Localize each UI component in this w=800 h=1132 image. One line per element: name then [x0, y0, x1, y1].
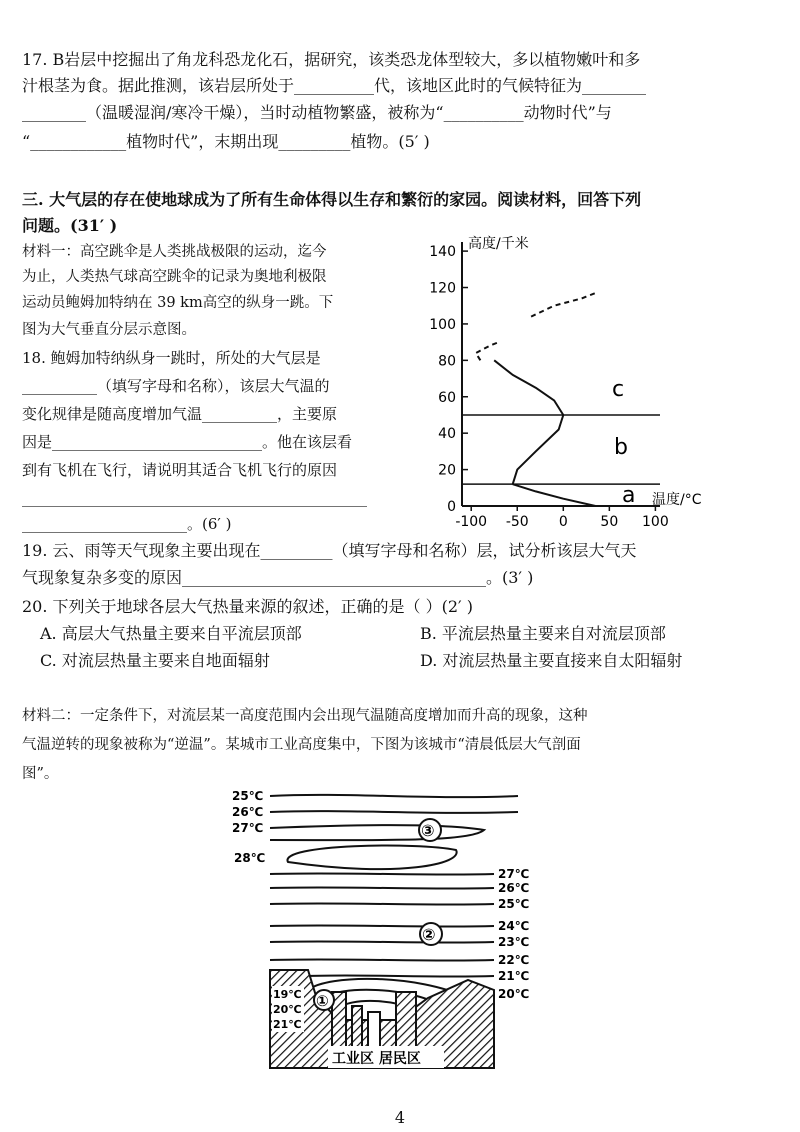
x-tick-label: 100	[642, 514, 669, 530]
isotherm-25-right	[270, 903, 494, 904]
layer-label-a: a	[622, 483, 636, 508]
temperature-curve-segment-1	[513, 415, 564, 484]
q20-option-d: D. 对流层热量主要直接来自太阳辐射	[420, 651, 683, 670]
right-label-21: 21℃	[498, 969, 530, 983]
marker-1: ①	[316, 992, 329, 1010]
atmosphere-vertical-chart	[420, 228, 710, 533]
y-tick-label: 20	[438, 462, 456, 479]
y-tick-label: 0	[447, 499, 456, 515]
isotherm-21	[308, 975, 494, 976]
right-label-26: 26℃	[498, 881, 530, 895]
temperature-curve-segment-2	[494, 360, 563, 415]
y-tick-label: 140	[429, 244, 456, 261]
q18-line-4: 因是____________________________。他在该层看	[22, 433, 353, 451]
isotherm-28-loop	[287, 846, 456, 870]
inversion-cross-section-figure	[228, 784, 548, 1074]
material2-line-2: 气温逆转的现象被称为“逆温”。某城市工业高度集中，下图为该城市“清晨低层大气剖面	[22, 737, 581, 753]
temperature-curve-segment-3	[476, 342, 499, 360]
building-3	[368, 1012, 380, 1048]
isotherm-24	[270, 925, 494, 926]
isotherm-25-left	[270, 795, 518, 797]
x-axis-label: 温度/°C	[652, 492, 702, 508]
right-label-24: 24℃	[498, 919, 530, 933]
right-label-23: 23℃	[498, 935, 530, 949]
isotherm-26-left	[270, 811, 518, 813]
q17-line-4: “____________植物时代”，末期出现_________植物。(5′ )	[22, 132, 430, 151]
y-tick-label: 100	[429, 316, 456, 333]
x-tick-label: -100	[455, 514, 488, 530]
right-label-22: 22℃	[498, 953, 530, 967]
isotherm-27-right	[270, 873, 494, 874]
isotherm-27-loop	[270, 825, 484, 840]
marker-2: ②	[422, 925, 436, 944]
q18-line-1: 18. 鲍姆加特纳纵身一跳时，所处的大气层是	[22, 349, 321, 367]
isotherm-23	[270, 941, 494, 942]
q18-line-2: __________（填写字母和名称），该层大气温的	[22, 377, 330, 395]
bottom-left-label-20: 20℃	[273, 1003, 302, 1016]
q20-option-a: A. 高层大气热量主要来自平流层顶部	[40, 624, 302, 643]
left-label-28: 28℃	[234, 851, 266, 865]
ground-label: 工业区 居民区	[332, 1051, 421, 1067]
marker-3: ③	[421, 821, 435, 840]
q17-line-3: ________（温暖湿润/寒冷干燥），当时动植物繁盛，被称为“__________动物时代”与	[22, 103, 612, 122]
q18-line-5: 到有飞机在飞行，请说明其适合飞机飞行的原因	[22, 461, 338, 479]
q18-line-3: 变化规律是随高度增加气温__________，主要原	[22, 405, 338, 423]
layer-label-b: b	[614, 435, 628, 460]
material1-line-2: 为止，人类热气球高空跳伞的记录为奥地利极限	[22, 269, 327, 285]
left-label-27: 27℃	[232, 821, 264, 835]
q20-option-c: C. 对流层热量主要来自地面辐射	[40, 651, 270, 670]
x-tick-label: -50	[505, 514, 529, 530]
material1-line-3: 运动员鲍姆加特纳在 39 km高空的纵身一跳。下	[22, 295, 334, 311]
bottom-left-label-19: 19℃	[273, 988, 302, 1001]
section3-heading-line-1: 三. 大气层的存在使地球成为了所有生命体得以生存和繁衍的家园。阅读材料，回答下列	[22, 190, 642, 209]
temperature-curve-segment-0	[513, 484, 596, 506]
left-label-25: 25℃	[232, 789, 264, 803]
right-label-20: 20℃	[498, 987, 530, 1001]
x-tick-label: 0	[558, 514, 568, 530]
isotherm-22	[270, 959, 494, 960]
material1-line-1: 材料一：高空跳伞是人类挑战极限的运动，迄今	[22, 244, 327, 260]
section3-heading-line-2: 问题。(31′ )	[22, 216, 118, 235]
q20-stem: 20. 下列关于地球各层大气热量来源的叙述，正确的是（ ）(2′ )	[22, 597, 474, 616]
y-tick-label: 60	[438, 389, 456, 406]
right-label-27: 27℃	[498, 867, 530, 881]
bottom-left-label-21: 21℃	[273, 1018, 302, 1031]
page-number: 4	[394, 1108, 406, 1127]
material2-line-1: 材料二：一定条件下，对流层某一高度范围内会出现气温随高度增加而升高的现象，这种	[22, 708, 588, 724]
y-tick-label: 80	[438, 353, 456, 370]
temperature-series	[476, 293, 596, 506]
right-label-25: 25℃	[498, 897, 530, 911]
material1-line-4: 图为大气垂直分层示意图。	[22, 322, 196, 338]
q19-line-2: 气现象复杂多变的原因______________________________________。(3′ )	[22, 568, 534, 587]
q19-line-1: 19. 云、雨等天气现象主要出现在_________（填写字母和名称）层，试分析该层大气天	[22, 541, 637, 560]
building-4	[396, 992, 416, 1048]
chart-axes	[462, 242, 660, 506]
x-tick-label: 50	[600, 514, 619, 530]
left-label-26: 26℃	[232, 805, 264, 819]
q17-line-1: 17. B岩层中挖掘出了角龙科恐龙化石，据研究，该类恐龙体型较大，多以植物嫩叶和多	[22, 50, 641, 69]
material2-line-3: 图”。	[22, 766, 59, 782]
temperature-curve-segment-4	[531, 293, 595, 317]
building-2	[352, 1006, 362, 1048]
y-axis-label: 高度/千米	[468, 236, 529, 252]
layer-label-c: c	[612, 377, 625, 402]
y-tick-label: 40	[438, 426, 456, 443]
q20-option-b: B. 平流层热量主要来自对流层顶部	[420, 624, 666, 643]
y-tick-label: 120	[429, 280, 456, 297]
q17-line-2: 汁根茎为食。据此推测，该岩层所处于__________代，该地区此时的气候特征为________	[22, 76, 647, 95]
isotherm-26-right	[270, 887, 494, 888]
q18-line-7: ______________________。(6′ )	[22, 515, 232, 533]
q18-line-6: ______________________________________________	[22, 489, 367, 507]
